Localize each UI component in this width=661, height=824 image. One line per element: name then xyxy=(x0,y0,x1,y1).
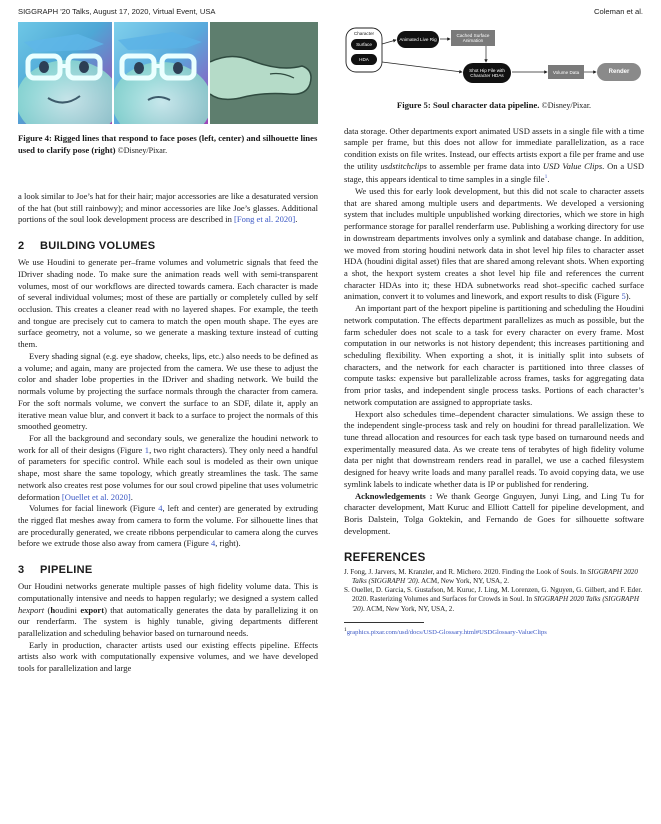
s3-p1-text-a: Our Houdini networks generate multiple passes of high fidelity volume data. This is computationally intensive and needs to happen regularly; we designed a system called xyxy=(18,581,318,603)
acknowledgements-label: Acknowledgements : xyxy=(355,490,433,501)
figure-5-caption xyxy=(344,100,644,112)
section-3-number: 3 xyxy=(18,564,25,577)
diagram-node-volume-data: Volume Data xyxy=(548,65,584,79)
s3-p1-bold-export: export xyxy=(80,604,105,615)
term-usdstitchclips: usdstitchclips xyxy=(380,160,427,171)
ref1-venue: SIGGRAPH 2020 Talks (SIGGRAPH '20) xyxy=(352,567,638,585)
section-2-title: BUILDING VOLUMES xyxy=(40,240,156,253)
figure-5-label: Figure 5: xyxy=(396,100,431,110)
diagram-node-surface: Surface xyxy=(351,39,377,50)
running-header-authors: Coleman et al. xyxy=(594,7,643,16)
figure-4-panel-left xyxy=(18,22,112,124)
r-p1-text-d: . xyxy=(547,174,550,185)
r-paragraph-2 xyxy=(344,186,644,303)
s2-p4-text-c: , right). xyxy=(215,538,241,549)
diagram-node-shot-hip: Shot Hip File with Character HDAs xyxy=(463,63,511,83)
citation-fong[interactable]: [Fong et al. 2020] xyxy=(234,214,296,225)
reference-fong xyxy=(344,568,644,587)
acknowledgements xyxy=(344,491,644,538)
section-3-heading xyxy=(18,564,318,576)
reference-list xyxy=(344,568,644,614)
s2-paragraph-2: Every shading signal (e.g. eye shadow, cheeks, lips, etc.) also needs to be defined as a volume; and again, many are projected from the camera. We use these to adjust the color and shader lobe properties in the IDriver and shading network. We build the normals volume by projecting the surface normals through the character from camera. For the soft normals volume, we convert the surface to an SDF, dilate it, apply an iterative mean value blur, and convert it back to a surface to project the normals of this smoothed geometry. xyxy=(18,350,318,432)
footnote-marker-1[interactable]: 1 xyxy=(544,174,548,181)
reference-ouellet xyxy=(344,586,644,614)
s3-p1-paren: ( xyxy=(47,604,51,615)
s3-p1-bold-h: h xyxy=(50,604,56,615)
term-hexport: hexport xyxy=(18,604,45,615)
footnote-rule xyxy=(344,622,424,623)
s3-paragraph-1 xyxy=(18,581,318,640)
r-p1-text-a: data storage. Other departments export animated USD assets in a single file with a time sample per frame, but this does not allow for immediate parallelization, as a race condition exists on file writes. Instead, our effects artists export a file per frame and use the utility xyxy=(344,125,644,171)
intro-paragraph xyxy=(18,191,318,226)
s2-paragraph-4 xyxy=(18,503,318,550)
r-p2-end: ). xyxy=(625,291,631,302)
r-paragraph-3: An important part of the hexport pipeline is partitioning and scheduling the Houdini network computation. The effects department parallelizes as much as possible, but the farm scheduler does not scale to a task for every character on every frame. Most computation in our networks is not history dependent; this increases partitioning and scheduling flexibility. When exporting a shot, it is initially split into subsets of characters, and the network for each character is partitioned into three classes of compute tasks: expensive but parallelizable across frames, tasks for aggregating data from prior tasks, and independent single process tasks. Portions of each character’s network computation are assigned to appropriate tasks. xyxy=(344,303,644,407)
figure-4-caption xyxy=(18,133,318,156)
section-2-heading xyxy=(18,240,318,252)
figure-4-images xyxy=(18,22,318,125)
diagram-node-animated-live-rig: Animated Live Rig xyxy=(397,31,439,48)
r-p1-text-c: . On a USD stage, this appears identical to time samples in a single file xyxy=(344,160,645,185)
ref1-end: . ACM, New York, NY, USA, 2. xyxy=(417,576,510,585)
figure-4-credit: ©Disney/Pixar. xyxy=(117,145,168,155)
figure-4-label: Figure 4: xyxy=(18,133,52,143)
figure-ref-1[interactable]: 1 xyxy=(144,444,150,455)
ref2-venue: SIGGRAPH 2020 Talks (SIGGRAPH '20) xyxy=(352,595,639,613)
section-2-number: 2 xyxy=(18,240,25,253)
references-heading: REFERENCES xyxy=(344,551,426,564)
diagram-node-hda: HDA xyxy=(351,54,377,65)
r-p1-text-b: to assemble per frame data into xyxy=(429,160,541,171)
figure-4-panel-center xyxy=(114,22,208,124)
running-header-venue: SIGGRAPH '20 Talks, August 17, 2020, Virtual Event, USA xyxy=(18,7,216,16)
citation-ouellet[interactable]: [Ouellet et al. 2020] xyxy=(61,491,131,502)
ref2-text: S. Ouellet, D. Garcia, S. Gustafson, M. Kuruc, J. Ling, M. Lorenzen, G. Nguyen, G. Gilbert, and F. Eder. 2020. Rasterizing Volumes and Surfaces for Crowds in Soul. In xyxy=(344,586,643,604)
left-column xyxy=(18,22,318,675)
figure-ref-5[interactable]: 5 xyxy=(621,291,626,302)
s2-paragraph-3 xyxy=(18,433,318,503)
ref2-end: . ACM, New York, NY, USA, 2. xyxy=(362,604,455,613)
diagram-node-render: Render xyxy=(597,63,641,81)
r-paragraph-4: Hexport also schedules time–dependent character simulations. We assign these to the independent single-process task and rely on houdini for thread parallelization. We tune thread allocation and resources for each task type based on turnaround needs and experimentally measured data. As we create tens of terabytes of high fidelity volume data per night that downstream renders read in parallel, we use a cached filesystem designed for heavy write loads and many parallel reads. To avoid copying data, we use symlink labels to indicate whether data is IP or published for rendering. xyxy=(344,408,644,489)
s2-paragraph-1: We use Houdini to generate per–frame volumes and volumetric signals that feed the IDriver shading node. To make sure the animation reads well with semi-transparent volumes, most of our workflows are directed towards camera. Each character is made of several individual volumes; most of these are partially or completely culled by self occlusion. This creates a cleaner read with no layered shapes. For example, the teeth and tongue are precisely cut to camera to match the open mouth shape. The eyes are surface geometry, not a volume, so we generate a masking texture instead of cutting them. xyxy=(18,257,318,350)
footnote xyxy=(344,622,644,637)
s2-p3-text-c: . xyxy=(130,491,133,502)
intro-end: . xyxy=(295,214,298,225)
figure-4-caption-text: Rigged lines that respond to face poses (left, center) and silhouette lines used to clarify pose (right) xyxy=(18,133,318,155)
intro-text: a look similar to Joe’s hat for their hair; major accessories are like a desaturated version of the hat (but still rainbowy); and minor accessories are like Joe’s glasses. Additional portions of the soul look development process are described in xyxy=(18,191,318,225)
figure-5-diagram xyxy=(344,22,644,96)
footnote-line xyxy=(344,626,644,637)
s2-p4-text-b: , left and center) are generated by extruding the rigged flat meshes away from camera to form the volume. For silhouette lines that are procedurally generated, we create ribbons perpendicular to camera along the curves before we extrude those also away from camera (Figure xyxy=(18,503,318,549)
figure-5-caption-text: Soul character data pipeline. xyxy=(432,100,540,110)
figure-5-credit: ©Disney/Pixar. xyxy=(541,101,592,110)
s3-paragraph-2: Early in production, character artists used our existing effects pipeline. Effects artists also work with computationally expensive volumes, and we have developed tools for parallelization and large xyxy=(18,639,318,674)
figure-ref-4a[interactable]: 4 xyxy=(158,503,163,514)
figure-ref-4b[interactable]: 4 xyxy=(210,538,216,549)
figure-4-panel-right xyxy=(210,22,318,124)
s2-p4-text-a: Volumes for facial linework (Figure xyxy=(29,503,156,514)
footnote-number: 1 xyxy=(344,626,347,633)
r-paragraph-1 xyxy=(344,126,644,186)
ref1-text: J. Fong, J. Jarvers, M. Kranzler, and R. Michero. 2020. Finding the Look of Souls. In xyxy=(344,567,586,576)
right-column xyxy=(344,22,644,637)
s2-p3-text-b: , two right characters). They only need a handful of parameters for specific control. While each soul is modeled as their own unique shape, most share the same topology, which greatly streamlines the task. The same network also creates rest pose volumes for our soul crowd pipeline that uses volumetric deformation xyxy=(18,444,319,502)
diagram-node-character: Character xyxy=(353,30,375,36)
r-p2-text: We used this for early look development, but this did not scale to character assets that are shared among multiple users and departments. We developed a versioning system that includes multiple unpublished working directories, which we store in high performance storage for parallel renderfarm use. Publishing a working directory for use in downstream departments involves only a symlink and database change. In addition, we moved from storing houdini network data in shot level hip files to character asset HDA (houdini digital asset) files that are shared among relevant shots. When exporting a shot, the hexport system creates a shot level hip file and references the current character HDAs into it; these HDA subnetworks read shot–specific cached surface animation, convert it to volumes and linework, and export results to disk (Figure xyxy=(344,185,644,302)
section-3-title: PIPELINE xyxy=(40,564,93,577)
s3-p1-text-d: ) that automatically generates the data by parallelizing it on our renderfarm. The system is highly tunable, giving departments different parallelization and scheduling behavior based on turnaround needs. xyxy=(18,604,319,638)
term-usd-value-clips: USD Value Clips xyxy=(542,160,603,171)
acknowledgements-text: We thank George Gnguyen, Junyi Ling, and Ling Tu for character development, Matt Kuruc and Elliott Cattell for pipeline development, and Boris Dalstein, Tolga Goktekin, and Fernando de Goes for silhouette software development. xyxy=(344,490,645,536)
s2-p3-text-a: For all the background and secondary souls, we generalize the houdini network to work for all of their designs (Figure xyxy=(18,432,318,455)
s3-p1-oudini: oudini xyxy=(55,604,77,615)
footnote-link[interactable]: graphics.pixar.com/usd/docs/USD-Glossary.html#USDGlossary-ValueClips xyxy=(346,629,547,637)
diagram-node-cached-surface-animation: Cached Surface Animation xyxy=(451,30,495,46)
